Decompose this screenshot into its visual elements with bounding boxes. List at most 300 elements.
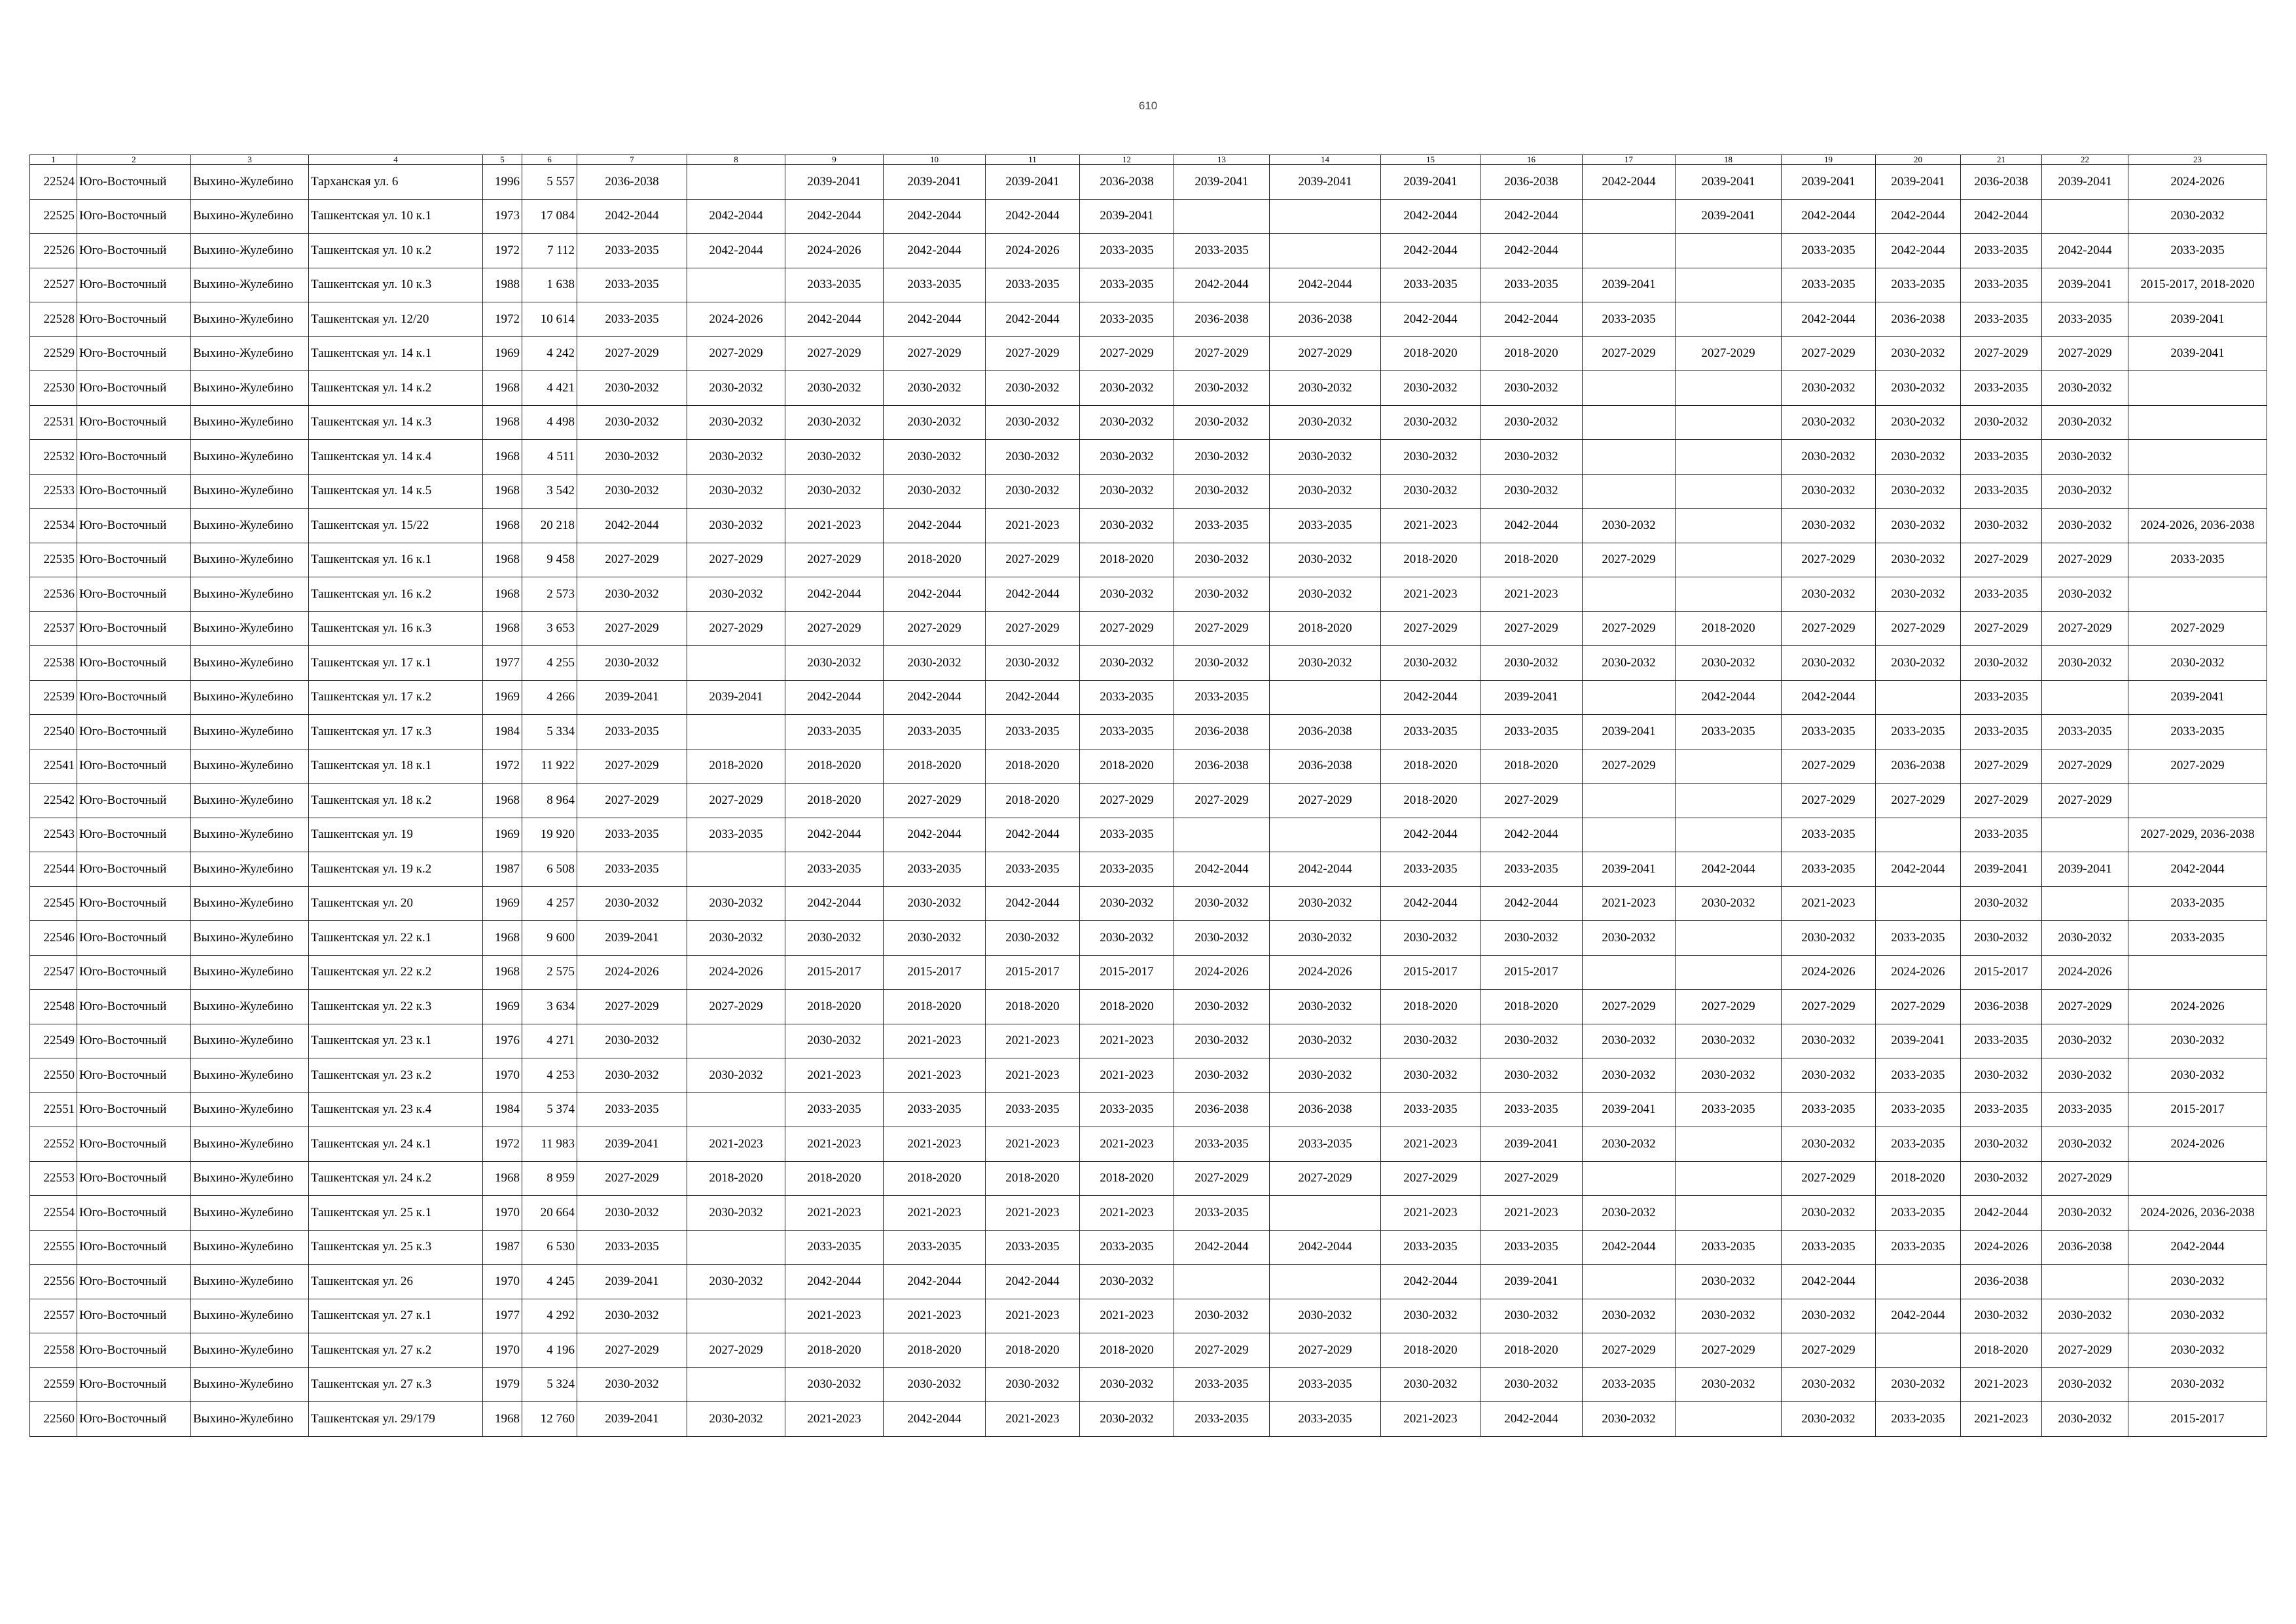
cell-period-7: 2030-2032 (577, 1367, 687, 1402)
cell-period-8: 2027-2029 (687, 336, 785, 371)
cell-period-11: 2018-2020 (986, 749, 1080, 784)
cell-address: Ташкентская ул. 14 к.3 (309, 405, 483, 440)
cell-okrug: Юго-Восточный (77, 611, 191, 646)
cell-period-23: 2024-2026, 2036-2038 (2128, 509, 2267, 543)
cell-period-15: 2030-2032 (1381, 1058, 1480, 1093)
register-table (29, 154, 2267, 1437)
cell-period-7: 2039-2041 (577, 921, 687, 956)
table-row (30, 1230, 2267, 1265)
cell-okrug: Юго-Восточный (77, 543, 191, 577)
cell-period-17 (1583, 405, 1676, 440)
cell-period-23: 2033-2035 (2128, 543, 2267, 577)
cell-period-22: 2039-2041 (2042, 268, 2128, 302)
cell-period-10: 2030-2032 (884, 440, 986, 475)
cell-okrug: Юго-Восточный (77, 302, 191, 337)
cell-period-14: 2027-2029 (1270, 1161, 1381, 1196)
cell-period-8: 2027-2029 (687, 784, 785, 818)
cell-area: 4 271 (522, 1024, 577, 1058)
column-number-9: 9 (785, 155, 884, 165)
cell-row-id: 22535 (30, 543, 77, 577)
cell-period-13: 2027-2029 (1174, 1161, 1270, 1196)
cell-period-13: 2033-2035 (1174, 509, 1270, 543)
cell-period-9: 2042-2044 (785, 199, 884, 234)
cell-area: 5 334 (522, 715, 577, 749)
cell-period-19: 2030-2032 (1782, 1058, 1876, 1093)
cell-period-13 (1174, 818, 1270, 852)
table-row (30, 680, 2267, 715)
cell-period-20: 2030-2032 (1876, 336, 1961, 371)
cell-district: Выхино-Жулебино (191, 1230, 309, 1265)
cell-period-17 (1583, 474, 1676, 509)
cell-period-21: 2042-2044 (1961, 1196, 2042, 1231)
cell-period-18 (1676, 955, 1782, 990)
cell-year-built: 1968 (483, 474, 522, 509)
cell-period-20: 2030-2032 (1876, 543, 1961, 577)
cell-period-13: 2036-2038 (1174, 1092, 1270, 1127)
cell-period-12: 2030-2032 (1080, 921, 1174, 956)
cell-period-9: 2021-2023 (785, 1299, 884, 1333)
cell-period-19: 2027-2029 (1782, 1161, 1876, 1196)
cell-period-12: 2030-2032 (1080, 371, 1174, 406)
cell-address: Ташкентская ул. 23 к.2 (309, 1058, 483, 1093)
cell-period-13: 2036-2038 (1174, 302, 1270, 337)
cell-period-21: 2027-2029 (1961, 543, 2042, 577)
cell-period-8: 2033-2035 (687, 818, 785, 852)
cell-district: Выхино-Жулебино (191, 715, 309, 749)
cell-period-23: 2027-2029, 2036-2038 (2128, 818, 2267, 852)
cell-period-8: 2030-2032 (687, 577, 785, 612)
cell-period-12: 2039-2041 (1080, 199, 1174, 234)
cell-period-13: 2042-2044 (1174, 268, 1270, 302)
cell-period-14: 2036-2038 (1270, 302, 1381, 337)
cell-period-17 (1583, 1161, 1676, 1196)
cell-okrug: Юго-Восточный (77, 990, 191, 1024)
cell-period-22: 2036-2038 (2042, 1230, 2128, 1265)
cell-period-14: 2039-2041 (1270, 165, 1381, 200)
cell-period-18 (1676, 749, 1782, 784)
cell-period-21: 2018-2020 (1961, 1333, 2042, 1368)
cell-okrug: Юго-Восточный (77, 1367, 191, 1402)
cell-period-7: 2030-2032 (577, 440, 687, 475)
cell-period-14 (1270, 199, 1381, 234)
column-number-10: 10 (884, 155, 986, 165)
cell-period-21: 2024-2026 (1961, 1230, 2042, 1265)
cell-period-8 (687, 1024, 785, 1058)
cell-period-12: 2018-2020 (1080, 990, 1174, 1024)
cell-okrug: Юго-Восточный (77, 371, 191, 406)
cell-period-23 (2128, 955, 2267, 990)
cell-okrug: Юго-Восточный (77, 680, 191, 715)
cell-district: Выхино-Жулебино (191, 302, 309, 337)
cell-row-id: 22534 (30, 509, 77, 543)
cell-period-12: 2036-2038 (1080, 165, 1174, 200)
cell-period-18: 2027-2029 (1676, 336, 1782, 371)
cell-address: Ташкентская ул. 17 к.2 (309, 680, 483, 715)
cell-period-13: 2030-2032 (1174, 474, 1270, 509)
cell-period-7: 2033-2035 (577, 715, 687, 749)
cell-period-21: 2030-2032 (1961, 646, 2042, 681)
table-row (30, 234, 2267, 268)
cell-address: Ташкентская ул. 14 к.1 (309, 336, 483, 371)
cell-period-11: 2042-2044 (986, 886, 1080, 921)
cell-row-id: 22536 (30, 577, 77, 612)
cell-period-8 (687, 715, 785, 749)
cell-period-12: 2021-2023 (1080, 1299, 1174, 1333)
cell-okrug: Юго-Восточный (77, 1333, 191, 1368)
cell-period-11: 2018-2020 (986, 1333, 1080, 1368)
cell-period-22: 2030-2032 (2042, 405, 2128, 440)
cell-period-15: 2033-2035 (1381, 1092, 1480, 1127)
cell-period-15: 2030-2032 (1381, 474, 1480, 509)
cell-period-17: 2027-2029 (1583, 1333, 1676, 1368)
cell-period-21: 2021-2023 (1961, 1367, 2042, 1402)
column-number-14: 14 (1270, 155, 1381, 165)
cell-period-11: 2021-2023 (986, 1024, 1080, 1058)
cell-period-7: 2039-2041 (577, 1265, 687, 1299)
cell-period-17: 2030-2032 (1583, 1402, 1676, 1437)
cell-period-9: 2018-2020 (785, 990, 884, 1024)
cell-period-12: 2018-2020 (1080, 1333, 1174, 1368)
cell-period-19: 2027-2029 (1782, 784, 1876, 818)
cell-period-18: 2030-2032 (1676, 646, 1782, 681)
cell-address: Ташкентская ул. 14 к.5 (309, 474, 483, 509)
cell-period-16: 2027-2029 (1480, 611, 1583, 646)
cell-period-17: 2039-2041 (1583, 1092, 1676, 1127)
cell-period-8: 2042-2044 (687, 199, 785, 234)
cell-period-13: 2030-2032 (1174, 371, 1270, 406)
cell-year-built: 1987 (483, 1230, 522, 1265)
column-number-8: 8 (687, 155, 785, 165)
column-number-7: 7 (577, 155, 687, 165)
cell-period-13: 2024-2026 (1174, 955, 1270, 990)
cell-period-14: 2036-2038 (1270, 715, 1381, 749)
cell-period-22 (2042, 1265, 2128, 1299)
cell-period-19: 2030-2032 (1782, 474, 1876, 509)
cell-period-21: 2036-2038 (1961, 165, 2042, 200)
cell-period-9: 2030-2032 (785, 440, 884, 475)
cell-period-20: 2042-2044 (1876, 1299, 1961, 1333)
cell-period-13: 2036-2038 (1174, 715, 1270, 749)
column-number-row (30, 155, 2267, 165)
cell-period-20: 2024-2026 (1876, 955, 1961, 990)
cell-period-11: 2030-2032 (986, 646, 1080, 681)
table-row (30, 302, 2267, 337)
cell-period-9: 2030-2032 (785, 405, 884, 440)
cell-district: Выхино-Жулебино (191, 818, 309, 852)
cell-period-10: 2021-2023 (884, 1024, 986, 1058)
cell-period-19: 2042-2044 (1782, 680, 1876, 715)
cell-period-19: 2027-2029 (1782, 990, 1876, 1024)
cell-period-16: 2018-2020 (1480, 336, 1583, 371)
cell-area: 17 084 (522, 199, 577, 234)
cell-period-14: 2033-2035 (1270, 1367, 1381, 1402)
cell-period-8: 2042-2044 (687, 234, 785, 268)
cell-period-16: 2042-2044 (1480, 234, 1583, 268)
cell-okrug: Юго-Восточный (77, 1196, 191, 1231)
cell-period-16: 2033-2035 (1480, 268, 1583, 302)
page-number: 610 (1138, 99, 1158, 112)
cell-district: Выхино-Жулебино (191, 1299, 309, 1333)
cell-period-16: 2033-2035 (1480, 1092, 1583, 1127)
cell-period-20: 2033-2035 (1876, 1127, 1961, 1162)
cell-period-9: 2033-2035 (785, 1230, 884, 1265)
cell-period-9: 2018-2020 (785, 1161, 884, 1196)
cell-year-built: 1970 (483, 1265, 522, 1299)
cell-period-9: 2030-2032 (785, 1024, 884, 1058)
cell-period-9: 2042-2044 (785, 1265, 884, 1299)
cell-address: Ташкентская ул. 29/179 (309, 1402, 483, 1437)
cell-district: Выхино-Жулебино (191, 268, 309, 302)
cell-row-id: 22524 (30, 165, 77, 200)
cell-period-16: 2030-2032 (1480, 646, 1583, 681)
cell-period-22: 2027-2029 (2042, 749, 2128, 784)
cell-period-10: 2042-2044 (884, 1265, 986, 1299)
cell-period-19: 2030-2032 (1782, 577, 1876, 612)
cell-period-16: 2021-2023 (1480, 1196, 1583, 1231)
cell-period-8 (687, 1230, 785, 1265)
cell-period-15: 2042-2044 (1381, 234, 1480, 268)
cell-period-8: 2021-2023 (687, 1127, 785, 1162)
cell-period-7: 2030-2032 (577, 474, 687, 509)
cell-period-11: 2018-2020 (986, 784, 1080, 818)
cell-period-23 (2128, 1161, 2267, 1196)
cell-period-18: 2030-2032 (1676, 1299, 1782, 1333)
cell-period-11: 2042-2044 (986, 577, 1080, 612)
table-row (30, 1333, 2267, 1368)
cell-period-8 (687, 1092, 785, 1127)
cell-period-16: 2039-2041 (1480, 680, 1583, 715)
cell-period-10: 2018-2020 (884, 990, 986, 1024)
cell-period-11: 2042-2044 (986, 302, 1080, 337)
cell-period-14: 2027-2029 (1270, 336, 1381, 371)
cell-period-17: 2042-2044 (1583, 165, 1676, 200)
cell-row-id: 22554 (30, 1196, 77, 1231)
cell-area: 5 557 (522, 165, 577, 200)
cell-period-22: 2039-2041 (2042, 852, 2128, 887)
cell-address: Ташкентская ул. 16 к.2 (309, 577, 483, 612)
cell-period-13: 2030-2032 (1174, 886, 1270, 921)
cell-period-12: 2033-2035 (1080, 302, 1174, 337)
cell-period-18: 2042-2044 (1676, 852, 1782, 887)
cell-period-15: 2018-2020 (1381, 336, 1480, 371)
cell-address: Ташкентская ул. 20 (309, 886, 483, 921)
cell-period-18: 2039-2041 (1676, 199, 1782, 234)
cell-period-17: 2021-2023 (1583, 886, 1676, 921)
cell-period-9: 2030-2032 (785, 646, 884, 681)
cell-district: Выхино-Жулебино (191, 680, 309, 715)
cell-year-built: 1968 (483, 405, 522, 440)
table-row (30, 611, 2267, 646)
cell-period-16: 2030-2032 (1480, 405, 1583, 440)
cell-period-22 (2042, 680, 2128, 715)
cell-period-15: 2027-2029 (1381, 611, 1480, 646)
cell-period-13: 2033-2035 (1174, 1367, 1270, 1402)
cell-year-built: 1969 (483, 680, 522, 715)
cell-period-23: 2033-2035 (2128, 715, 2267, 749)
cell-period-10: 2033-2035 (884, 1230, 986, 1265)
cell-period-22: 2030-2032 (2042, 577, 2128, 612)
cell-period-10: 2042-2044 (884, 577, 986, 612)
cell-year-built: 1977 (483, 1299, 522, 1333)
cell-period-8: 2030-2032 (687, 1265, 785, 1299)
cell-period-16: 2030-2032 (1480, 921, 1583, 956)
cell-period-10: 2027-2029 (884, 784, 986, 818)
cell-address: Ташкентская ул. 10 к.3 (309, 268, 483, 302)
cell-period-9: 2018-2020 (785, 749, 884, 784)
cell-period-15: 2030-2032 (1381, 405, 1480, 440)
cell-address: Ташкентская ул. 25 к.1 (309, 1196, 483, 1231)
cell-period-22: 2027-2029 (2042, 336, 2128, 371)
cell-period-8: 2024-2026 (687, 302, 785, 337)
cell-okrug: Юго-Восточный (77, 1265, 191, 1299)
cell-period-7: 2027-2029 (577, 543, 687, 577)
cell-period-12: 2021-2023 (1080, 1127, 1174, 1162)
cell-period-16: 2042-2044 (1480, 199, 1583, 234)
cell-period-19: 2033-2035 (1782, 268, 1876, 302)
cell-period-8: 2030-2032 (687, 440, 785, 475)
cell-period-12: 2021-2023 (1080, 1058, 1174, 1093)
cell-period-10: 2021-2023 (884, 1058, 986, 1093)
cell-period-11: 2042-2044 (986, 818, 1080, 852)
cell-period-7: 2030-2032 (577, 405, 687, 440)
cell-area: 9 458 (522, 543, 577, 577)
cell-district: Выхино-Жулебино (191, 577, 309, 612)
cell-address: Ташкентская ул. 22 к.1 (309, 921, 483, 956)
cell-period-9: 2021-2023 (785, 509, 884, 543)
cell-row-id: 22546 (30, 921, 77, 956)
cell-period-14: 2018-2020 (1270, 611, 1381, 646)
cell-period-7: 2027-2029 (577, 990, 687, 1024)
cell-period-20: 2033-2035 (1876, 1092, 1961, 1127)
cell-period-10: 2042-2044 (884, 302, 986, 337)
cell-period-20: 2030-2032 (1876, 405, 1961, 440)
cell-okrug: Юго-Восточный (77, 921, 191, 956)
cell-period-15: 2033-2035 (1381, 852, 1480, 887)
column-number-1: 1 (30, 155, 77, 165)
cell-okrug: Юго-Восточный (77, 955, 191, 990)
cell-period-13: 2030-2032 (1174, 577, 1270, 612)
cell-okrug: Юго-Восточный (77, 1161, 191, 1196)
cell-period-23: 2039-2041 (2128, 302, 2267, 337)
table-row (30, 852, 2267, 887)
cell-period-7: 2033-2035 (577, 268, 687, 302)
cell-period-19: 2033-2035 (1782, 715, 1876, 749)
cell-period-14: 2036-2038 (1270, 1092, 1381, 1127)
cell-period-9: 2033-2035 (785, 1092, 884, 1127)
cell-period-7: 2030-2032 (577, 886, 687, 921)
cell-row-id: 22558 (30, 1333, 77, 1368)
cell-period-8: 2027-2029 (687, 611, 785, 646)
table-row (30, 955, 2267, 990)
cell-period-23: 2030-2032 (2128, 1024, 2267, 1058)
cell-period-8: 2039-2041 (687, 680, 785, 715)
cell-period-7: 2030-2032 (577, 1299, 687, 1333)
cell-period-13: 2036-2038 (1174, 749, 1270, 784)
cell-year-built: 1968 (483, 1402, 522, 1437)
cell-period-7: 2030-2032 (577, 1024, 687, 1058)
cell-period-23: 2024-2026 (2128, 1127, 2267, 1162)
cell-period-20 (1876, 886, 1961, 921)
cell-period-20: 2030-2032 (1876, 509, 1961, 543)
cell-area: 7 112 (522, 234, 577, 268)
cell-period-20: 2033-2035 (1876, 715, 1961, 749)
cell-period-20: 2039-2041 (1876, 165, 1961, 200)
cell-year-built: 1968 (483, 509, 522, 543)
cell-period-7: 2033-2035 (577, 1230, 687, 1265)
cell-period-21: 2027-2029 (1961, 784, 2042, 818)
cell-area: 4 257 (522, 886, 577, 921)
cell-district: Выхино-Жулебино (191, 474, 309, 509)
cell-year-built: 1972 (483, 234, 522, 268)
cell-area: 2 573 (522, 577, 577, 612)
cell-period-16: 2018-2020 (1480, 990, 1583, 1024)
cell-period-9: 2027-2029 (785, 336, 884, 371)
cell-period-17: 2027-2029 (1583, 543, 1676, 577)
table-row (30, 440, 2267, 475)
cell-period-20: 2033-2035 (1876, 268, 1961, 302)
cell-period-9: 2018-2020 (785, 784, 884, 818)
table-row (30, 1196, 2267, 1231)
cell-period-23 (2128, 405, 2267, 440)
cell-period-23: 2027-2029 (2128, 749, 2267, 784)
cell-address: Ташкентская ул. 19 (309, 818, 483, 852)
cell-period-17 (1583, 234, 1676, 268)
cell-district: Выхино-Жулебино (191, 1024, 309, 1058)
cell-area: 8 959 (522, 1161, 577, 1196)
cell-period-14: 2030-2032 (1270, 990, 1381, 1024)
cell-period-19: 2027-2029 (1782, 1333, 1876, 1368)
cell-period-10: 2033-2035 (884, 852, 986, 887)
cell-period-11: 2024-2026 (986, 234, 1080, 268)
cell-period-7: 2027-2029 (577, 784, 687, 818)
cell-period-12: 2030-2032 (1080, 1265, 1174, 1299)
table-row (30, 784, 2267, 818)
cell-period-7: 2033-2035 (577, 234, 687, 268)
cell-okrug: Юго-Восточный (77, 784, 191, 818)
cell-period-16: 2039-2041 (1480, 1127, 1583, 1162)
cell-area: 4 253 (522, 1058, 577, 1093)
cell-period-7: 2027-2029 (577, 749, 687, 784)
cell-period-13: 2030-2032 (1174, 990, 1270, 1024)
cell-period-11: 2021-2023 (986, 509, 1080, 543)
cell-period-22: 2030-2032 (2042, 1058, 2128, 1093)
cell-area: 4 421 (522, 371, 577, 406)
cell-period-12: 2033-2035 (1080, 1092, 1174, 1127)
cell-period-11: 2030-2032 (986, 440, 1080, 475)
cell-district: Выхино-Жулебино (191, 336, 309, 371)
table-row (30, 268, 2267, 302)
cell-address: Ташкентская ул. 18 к.1 (309, 749, 483, 784)
table-row (30, 886, 2267, 921)
cell-period-9: 2021-2023 (785, 1058, 884, 1093)
cell-district: Выхино-Жулебино (191, 405, 309, 440)
cell-district: Выхино-Жулебино (191, 1333, 309, 1368)
cell-period-14: 2030-2032 (1270, 1299, 1381, 1333)
cell-period-23: 2042-2044 (2128, 1230, 2267, 1265)
cell-period-13: 2033-2035 (1174, 1402, 1270, 1437)
cell-period-10: 2021-2023 (884, 1196, 986, 1231)
cell-year-built: 1969 (483, 336, 522, 371)
cell-address: Ташкентская ул. 22 к.2 (309, 955, 483, 990)
cell-period-18: 2039-2041 (1676, 165, 1782, 200)
cell-period-12: 2033-2035 (1080, 852, 1174, 887)
cell-okrug: Юго-Восточный (77, 1127, 191, 1162)
cell-period-10: 2042-2044 (884, 199, 986, 234)
cell-period-13: 2042-2044 (1174, 1230, 1270, 1265)
cell-period-19: 2030-2032 (1782, 371, 1876, 406)
cell-period-16: 2042-2044 (1480, 886, 1583, 921)
cell-period-11: 2021-2023 (986, 1127, 1080, 1162)
